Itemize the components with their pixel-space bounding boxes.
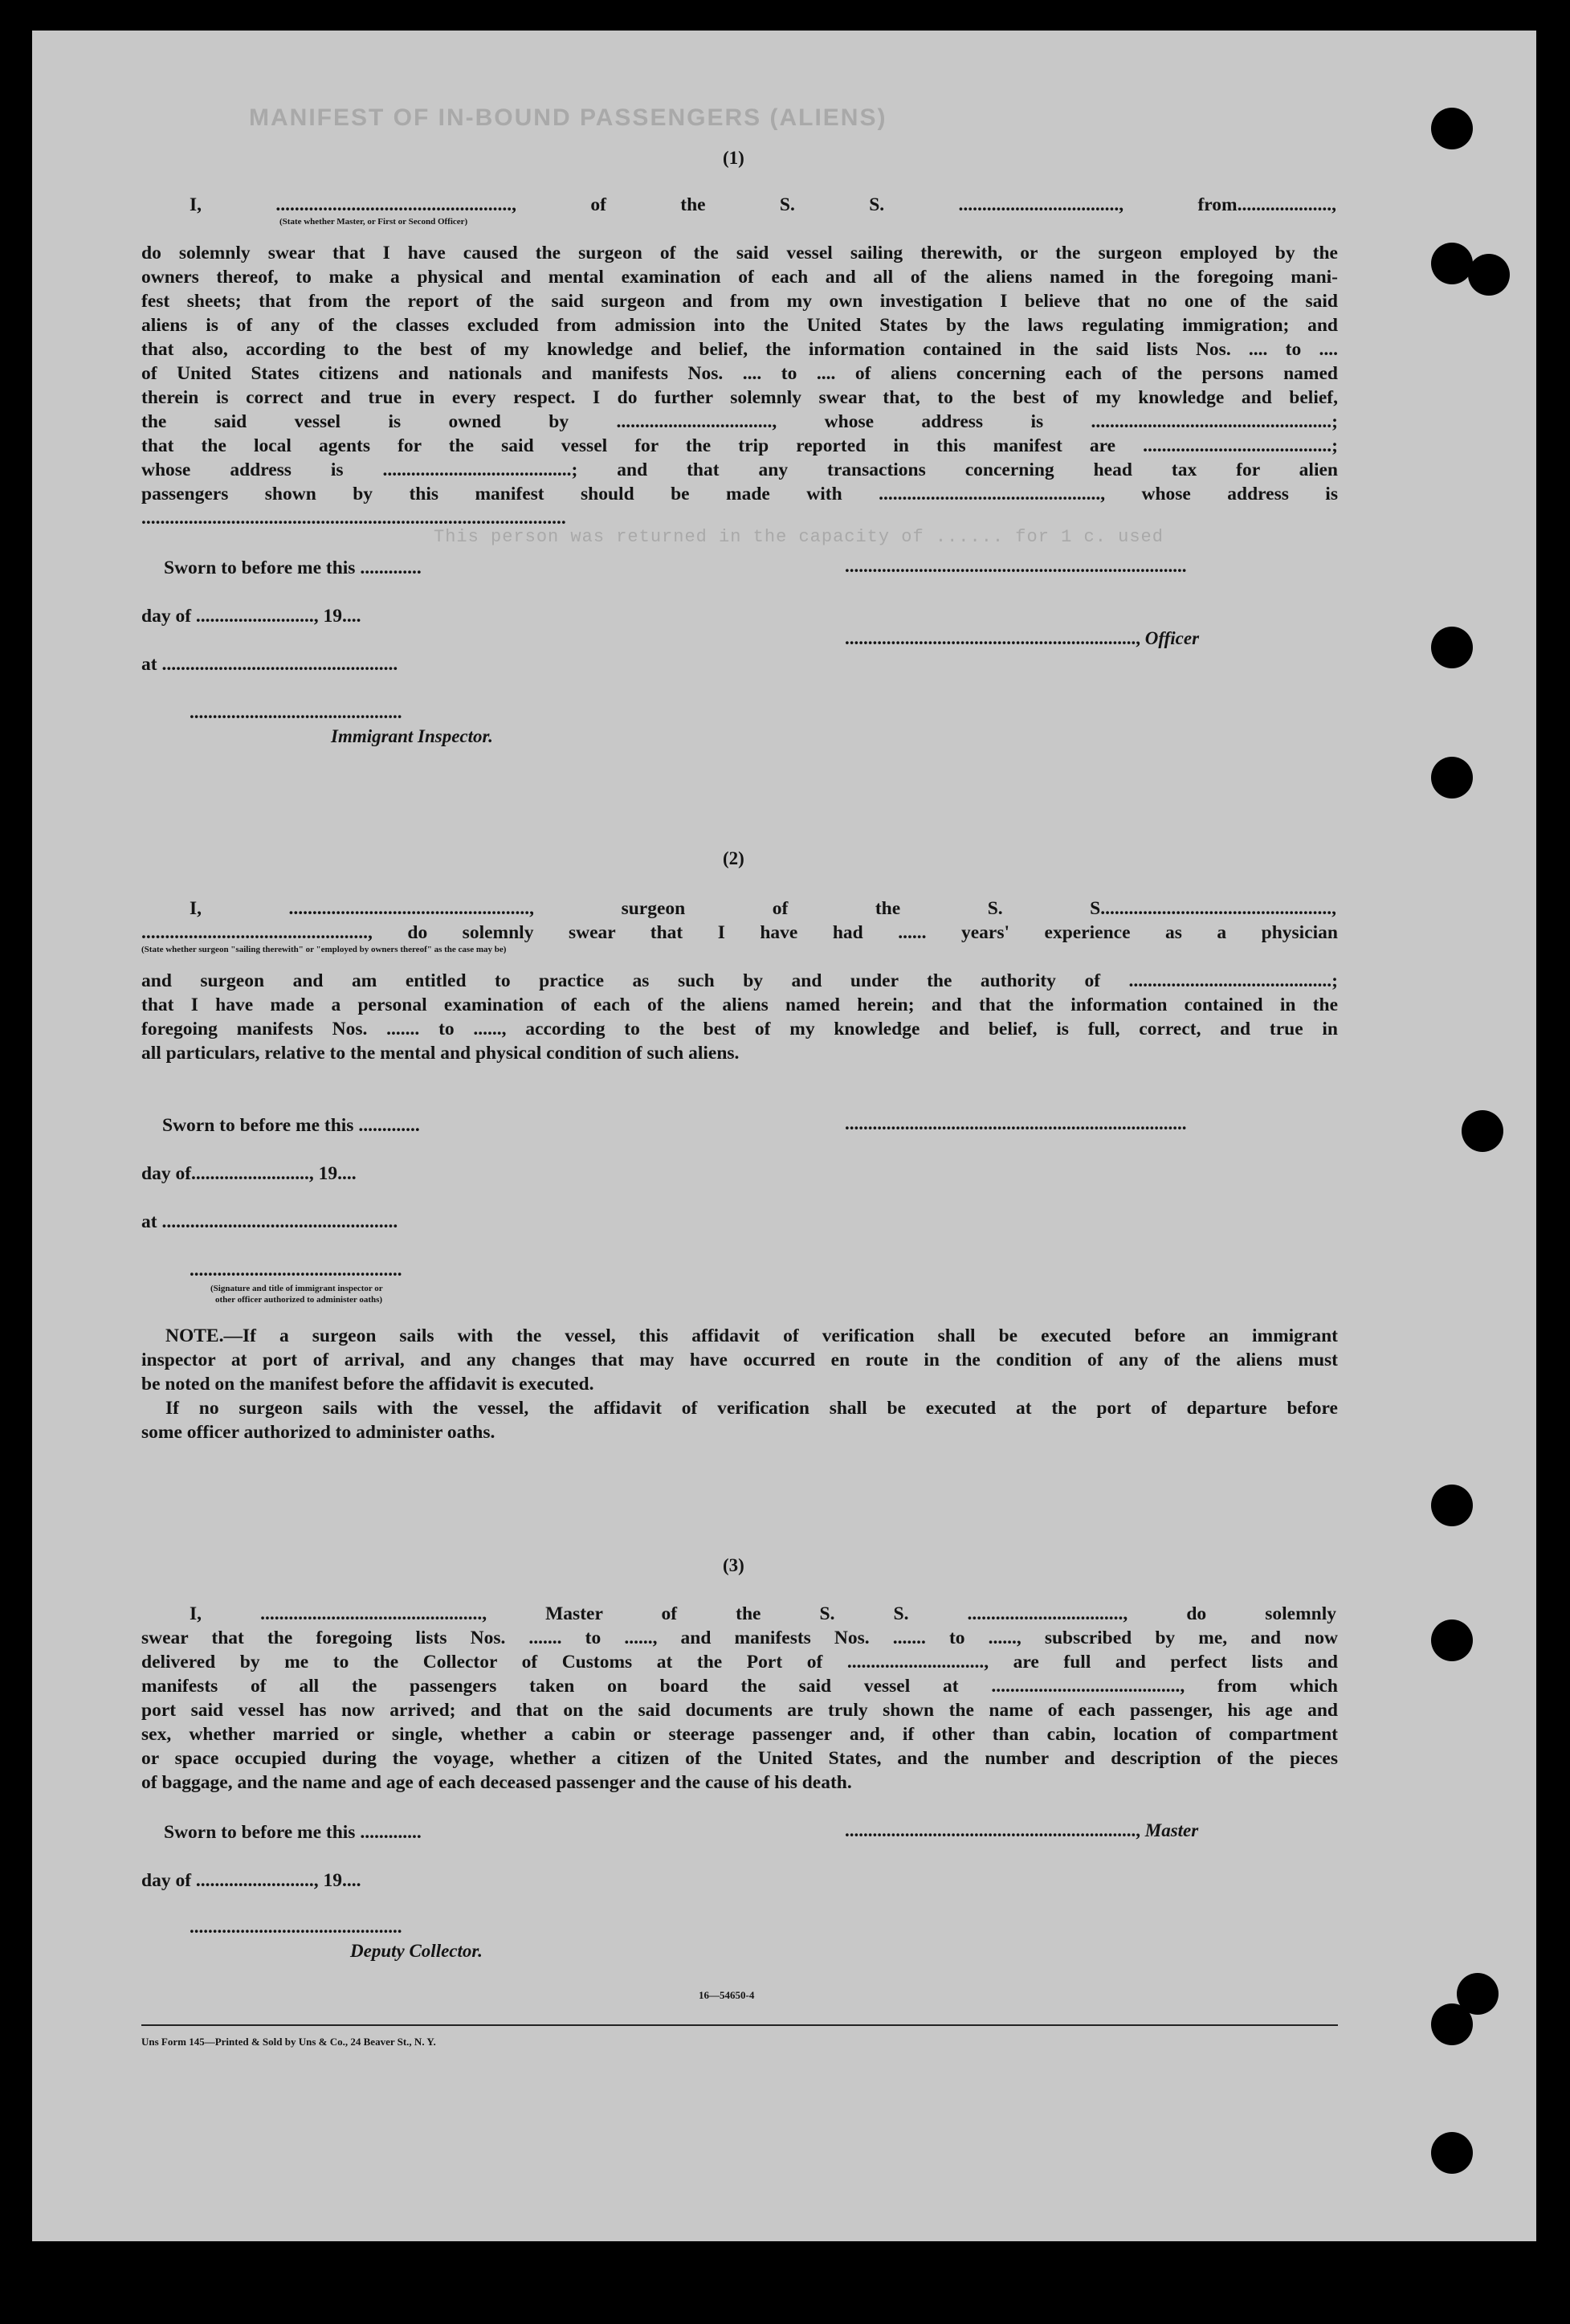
- section-1-at-line: at ..................................................: [141, 654, 398, 675]
- section-2-body-line: foregoing manifests Nos. ....... to ......, according to the best of my knowledge and belief, is full, correct, and true in: [141, 1019, 1338, 1039]
- binder-hole: [1431, 243, 1473, 284]
- form-code: 16—54650-4: [699, 1989, 755, 2001]
- section-2-note-line: be noted on the manifest before the affidavit is executed.: [141, 1374, 594, 1395]
- section-2-signature-line: ..........................................................................: [845, 1113, 1187, 1133]
- section-3-body-line: sex, whether married or single, whether a cabin or steerage passenger and, if other than cabin, location of compartment: [141, 1724, 1338, 1745]
- section-3-number: (3): [723, 1555, 744, 1575]
- section-1-signature-line: ..........................................................................: [845, 556, 1187, 576]
- section-2-note2-line: some officer authorized to administer oaths.: [141, 1422, 495, 1443]
- section-2-opening-line: I, ..................................................., surgeon of the S. S.................................................,: [190, 898, 1336, 919]
- binder-hole: [1468, 254, 1510, 296]
- binder-hole: [1431, 757, 1473, 798]
- section-1-body-line: that the local agents for the said vessel for the trip reported in this manifest are ........................................;: [141, 435, 1338, 456]
- footer-rule: [141, 2024, 1338, 2026]
- section-1-body-line: ..........................................................................................: [141, 508, 566, 529]
- section-1-opening-note: (State whether Master, or First or Second Officer): [279, 217, 468, 227]
- binder-hole: [1431, 1619, 1473, 1661]
- section-2-signature-note: (Signature and title of immigrant inspector or: [210, 1284, 383, 1293]
- section-1-body-line: the said vessel is owned by ................................., whose address is ...................................................;: [141, 411, 1338, 432]
- officer-dots: ...............................................................,: [845, 628, 1145, 648]
- section-2-signature-dots: ..............................................: [190, 1260, 402, 1280]
- section-3-body-line: of baggage, and the name and age of each deceased passenger and the cause of his death.: [141, 1772, 852, 1793]
- section-1-inspector-dots: ..............................................: [190, 702, 402, 722]
- section-1-day-line: day of ........................., 19....: [141, 606, 361, 627]
- section-1-opening-line: I, .................................................., of the S. S. .................................., from....................,: [190, 194, 1336, 215]
- bleed-through-title: MANIFEST OF IN-BOUND PASSENGERS (ALIENS): [249, 104, 887, 131]
- section-1-body-line: passengers shown by this manifest should be made with ..............................................., whose address is: [141, 484, 1338, 504]
- section-3-master-line: [845, 1820, 1198, 1841]
- section-2-second-note: (State whether surgeon "sailing therewith" or "employed by owners thereof" as the case may be): [141, 945, 507, 954]
- binder-hole: [1431, 1485, 1473, 1526]
- section-2-body-line: that I have made a personal examination of each of the aliens named herein; and that the information contained in the: [141, 995, 1338, 1015]
- section-1-sworn-line: Sworn to before me this .............: [164, 558, 422, 578]
- section-3-body-line: port said vessel has now arrived; and that on the said documents are truly shown the name of each passenger, his age and: [141, 1700, 1338, 1721]
- section-1-officer-line: [845, 628, 1199, 649]
- section-2-note2-line: If no surgeon sails with the vessel, the affidavit of verification shall be executed at the port of departure before: [165, 1398, 1338, 1419]
- section-2-sworn-line: Sworn to before me this .............: [162, 1115, 420, 1136]
- section-2-at-line: at ..................................................: [141, 1211, 398, 1232]
- officer-label: Officer: [1144, 628, 1200, 648]
- section-3-collector-label: Deputy Collector.: [350, 1941, 483, 1961]
- binder-hole: [1431, 2132, 1473, 2174]
- binder-hole: [1462, 1110, 1503, 1152]
- section-1-number: (1): [723, 148, 744, 168]
- section-1-body-line: aliens is of any of the classes excluded from admission into the United States by the laws regulating immigration; and: [141, 315, 1338, 336]
- section-1-body-line: that also, according to the best of my knowledge and belief, the information contained in the said lists Nos. .... to ....: [141, 339, 1338, 360]
- section-3-collector-dots: ..............................................: [190, 1917, 402, 1937]
- section-1-body-line: therein is correct and true in every respect. I do further solemnly swear that, to the best of my knowledge and belief,: [141, 387, 1338, 408]
- printer-line: Uns Form 145—Printed & Sold by Uns & Co., 24 Beaver St., N. Y.: [141, 2036, 436, 2048]
- section-1-body-line: whose address is ........................................; and that any transactions concerning head tax for alien: [141, 459, 1338, 480]
- section-2-body-line: all particulars, relative to the mental and physical condition of such aliens.: [141, 1043, 740, 1064]
- section-1-body-line: do solemnly swear that I have caused the surgeon of the said vessel sailing therewith, or the surgeon employed by the: [141, 243, 1338, 263]
- binder-hole: [1431, 108, 1473, 149]
- section-3-body-line: swear that the foregoing lists Nos. ....... to ......, and manifests Nos. ....... to ......, subscribed by me, and now: [141, 1628, 1338, 1648]
- section-2-body-line: and surgeon and am entitled to practice as such by and under the authority of ...........................................;: [141, 970, 1338, 991]
- binder-hole: [1431, 2003, 1473, 2045]
- binder-hole: [1431, 627, 1473, 668]
- section-2-note-line: inspector at port of arrival, and any changes that may have occurred en route in the condition of any of the aliens must: [141, 1350, 1338, 1370]
- master-label: Master: [1144, 1820, 1199, 1840]
- section-3-day-line: day of ........................., 19....: [141, 1870, 361, 1891]
- section-3-sworn-line: Sworn to before me this .............: [164, 1822, 422, 1843]
- section-2-note-line: NOTE.—If a surgeon sails with the vessel, this affidavit of verification shall be executed before an immigrant: [165, 1325, 1338, 1346]
- section-2-day-line: day of........................., 19....: [141, 1163, 357, 1184]
- section-2-second-line: ................................................, do solemnly swear that I have had ...... years' experience as a physician: [141, 922, 1338, 943]
- section-3-body-line: I, ..............................................., Master of the S. S. ................................., do solemnly: [190, 1603, 1336, 1624]
- section-3-body-line: manifests of all the passengers taken on board the said vessel at ........................................, from which: [141, 1676, 1338, 1697]
- section-1-body-line: fest sheets; that from the report of the said surgeon and from my own investigation I believe that no one of the said: [141, 291, 1338, 312]
- bleed-through-note: This person was returned in the capacity of ...... for 1 c. used: [434, 527, 1164, 547]
- section-1-body-line: of United States citizens and nationals and manifests Nos. .... to .... of aliens concerning each of the persons named: [141, 363, 1338, 384]
- section-1-body-line: owners thereof, to make a physical and mental examination of each and all of the aliens named in the foregoing mani-: [141, 267, 1338, 288]
- section-1-inspector-label: Immigrant Inspector.: [331, 726, 493, 746]
- section-2-number: (2): [723, 848, 744, 868]
- section-3-body-line: delivered by me to the Collector of Customs at the Port of ............................., are full and perfect lists and: [141, 1652, 1338, 1673]
- section-3-body-line: or space occupied during the voyage, whether a citizen of the United States, and the number and description of the pieces: [141, 1748, 1338, 1769]
- document-page: [32, 31, 1536, 2241]
- section-2-signature-note: other officer authorized to administer oaths): [215, 1295, 383, 1305]
- master-dots: ...............................................................,: [845, 1820, 1145, 1840]
